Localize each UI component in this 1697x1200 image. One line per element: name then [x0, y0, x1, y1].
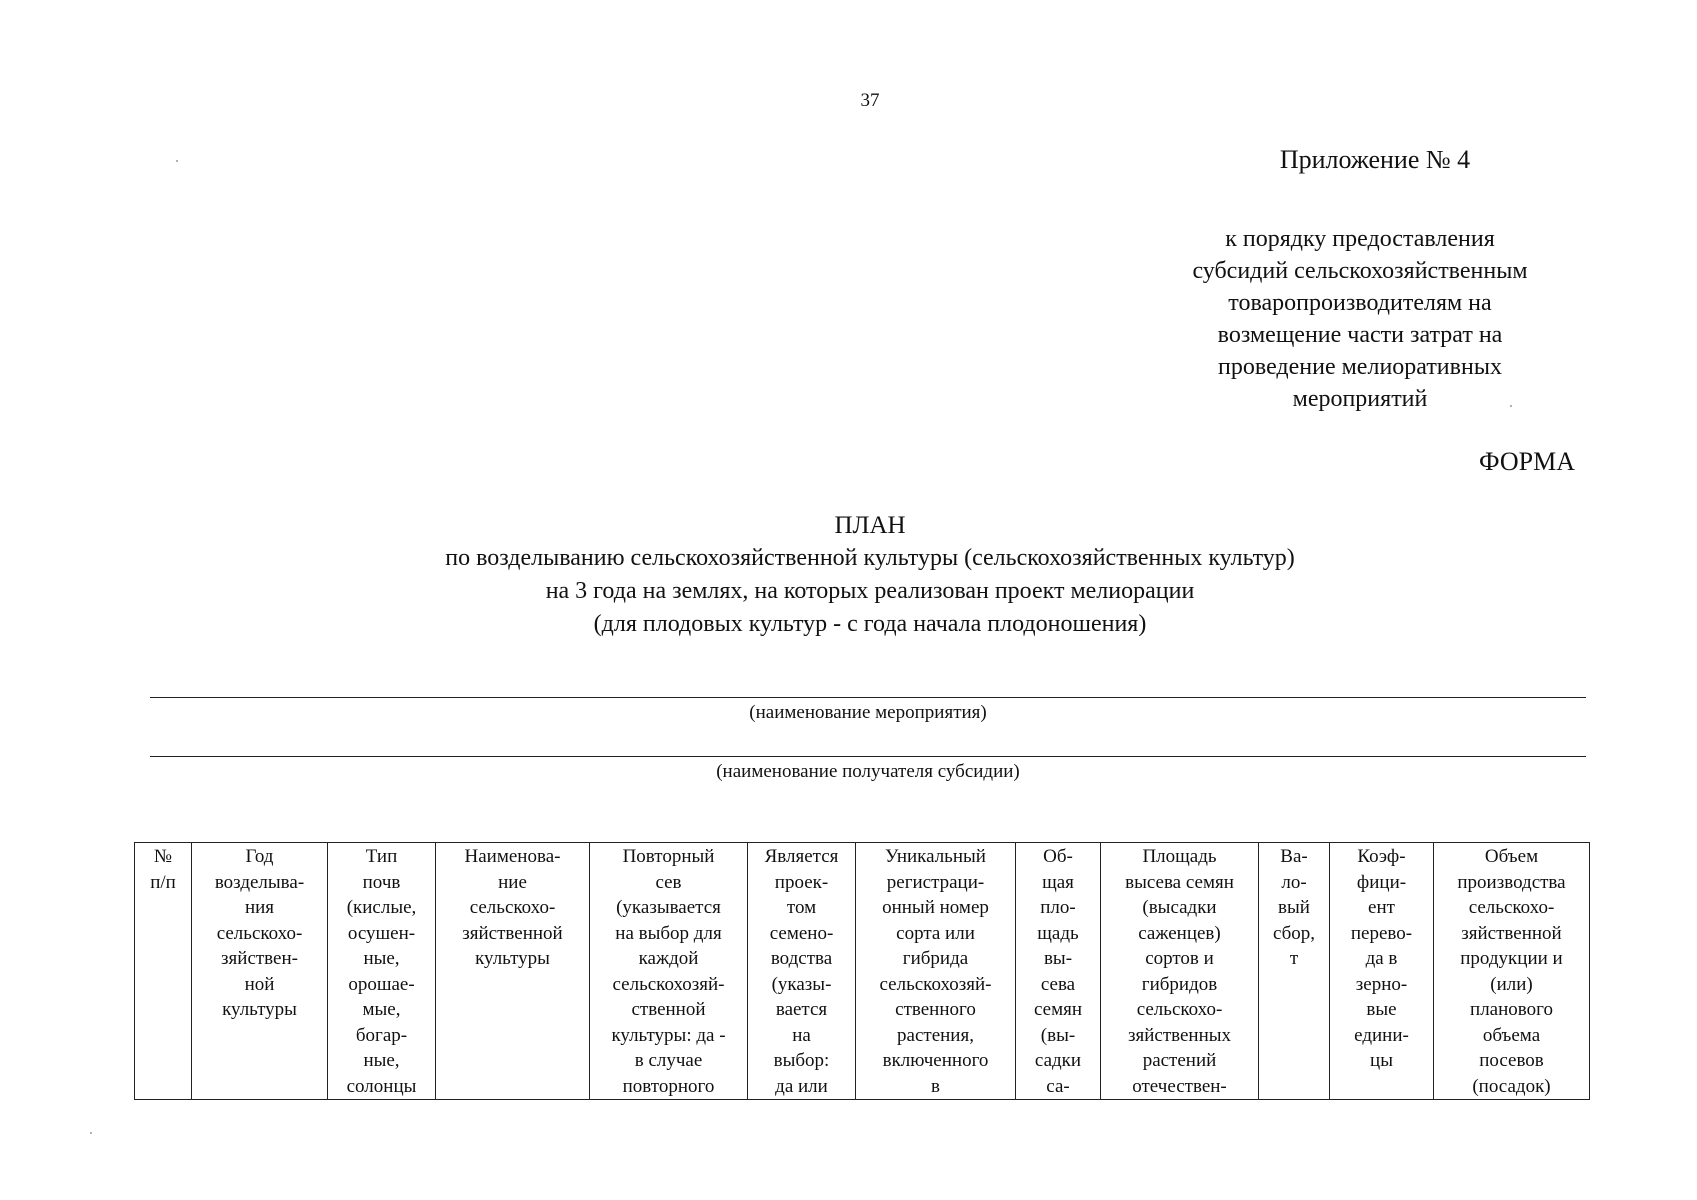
scan-speck	[176, 160, 178, 162]
header-cell-repeat-sowing: Повторный сев (указывается на выбор для каждой сельскохозяй- ственной культуры: да - в случае повторного	[590, 843, 748, 1100]
header-cell-number: № п/п	[135, 843, 192, 1100]
header-cell-production-volume: Объем производства сельскохо- зяйственной продукции и (или) планового объема посевов (посадок)	[1434, 843, 1590, 1100]
appendix-line: мероприятий	[1292, 386, 1428, 412]
event-name-field-line[interactable]	[150, 697, 1586, 698]
appendix-line: проведение мелиоративных	[1218, 354, 1502, 380]
header-cell-total-area: Об- щая пло- щадь вы- сева семян (вы- садки са-	[1016, 843, 1101, 1100]
header-cell-soil-type: Тип почв (кислые, осушен- ные, орошае- мые, богар- ные, солонцы	[328, 843, 436, 1100]
form-label: ФОРМА	[1479, 447, 1575, 476]
appendix-title: Приложение № 4	[1279, 145, 1471, 174]
plan-subtitle-line: на 3 года на землях, на которых реализован проект мелиорации	[545, 578, 1195, 604]
header-cell-gross-yield: Ва- ло- вый сбор, т	[1259, 843, 1330, 1100]
scan-speck	[1510, 405, 1512, 407]
event-name-caption: (наименование мероприятия)	[749, 702, 987, 723]
recipient-name-caption: (наименование получателя субсидии)	[716, 761, 1020, 782]
plan-table	[134, 842, 1590, 1100]
header-cell-conversion-coefficient: Коэф- фици- ент перево- да в зерно- вые едини- цы	[1330, 843, 1434, 1100]
plan-subtitle-line: (для плодовых культур - с года начала плодоношения)	[593, 611, 1147, 637]
page-number: 37	[860, 90, 880, 111]
scan-speck	[90, 1132, 92, 1134]
header-cell-year: Год возделыва- ния сельскохо- зяйствен- ной культуры	[192, 843, 328, 1100]
appendix-line: возмещение части затрат на	[1217, 322, 1503, 348]
header-cell-registration-number: Уникальный регистраци- онный номер сорта или гибрида сельскохозяй- ственного растения, включенного в	[856, 843, 1016, 1100]
header-cell-seed-project: Является проек- том семено- водства (указы- вается на выбор: да или	[748, 843, 856, 1100]
plan-heading	[0, 509, 1697, 641]
appendix-line: к порядку предоставления	[1225, 226, 1495, 252]
recipient-name-field-line[interactable]	[150, 756, 1586, 757]
plan-subtitle-line: по возделыванию сельскохозяйственной культуры (сельскохозяйственных культур)	[445, 545, 1295, 571]
plan-title: ПЛАН	[834, 512, 906, 539]
header-cell-crop-name: Наименова- ние сельскохо- зяйственной культуры	[436, 843, 590, 1100]
appendix-reference	[1140, 223, 1580, 415]
appendix-line: субсидий сельскохозяйственным	[1192, 258, 1528, 284]
appendix-line: товаропроизводителям на	[1228, 290, 1492, 316]
header-cell-domestic-area: Площадь высева семян (высадки саженцев) сортов и гибридов сельскохо- зяйственных растений отечествен-	[1101, 843, 1259, 1100]
table-header-row	[135, 843, 1590, 1100]
